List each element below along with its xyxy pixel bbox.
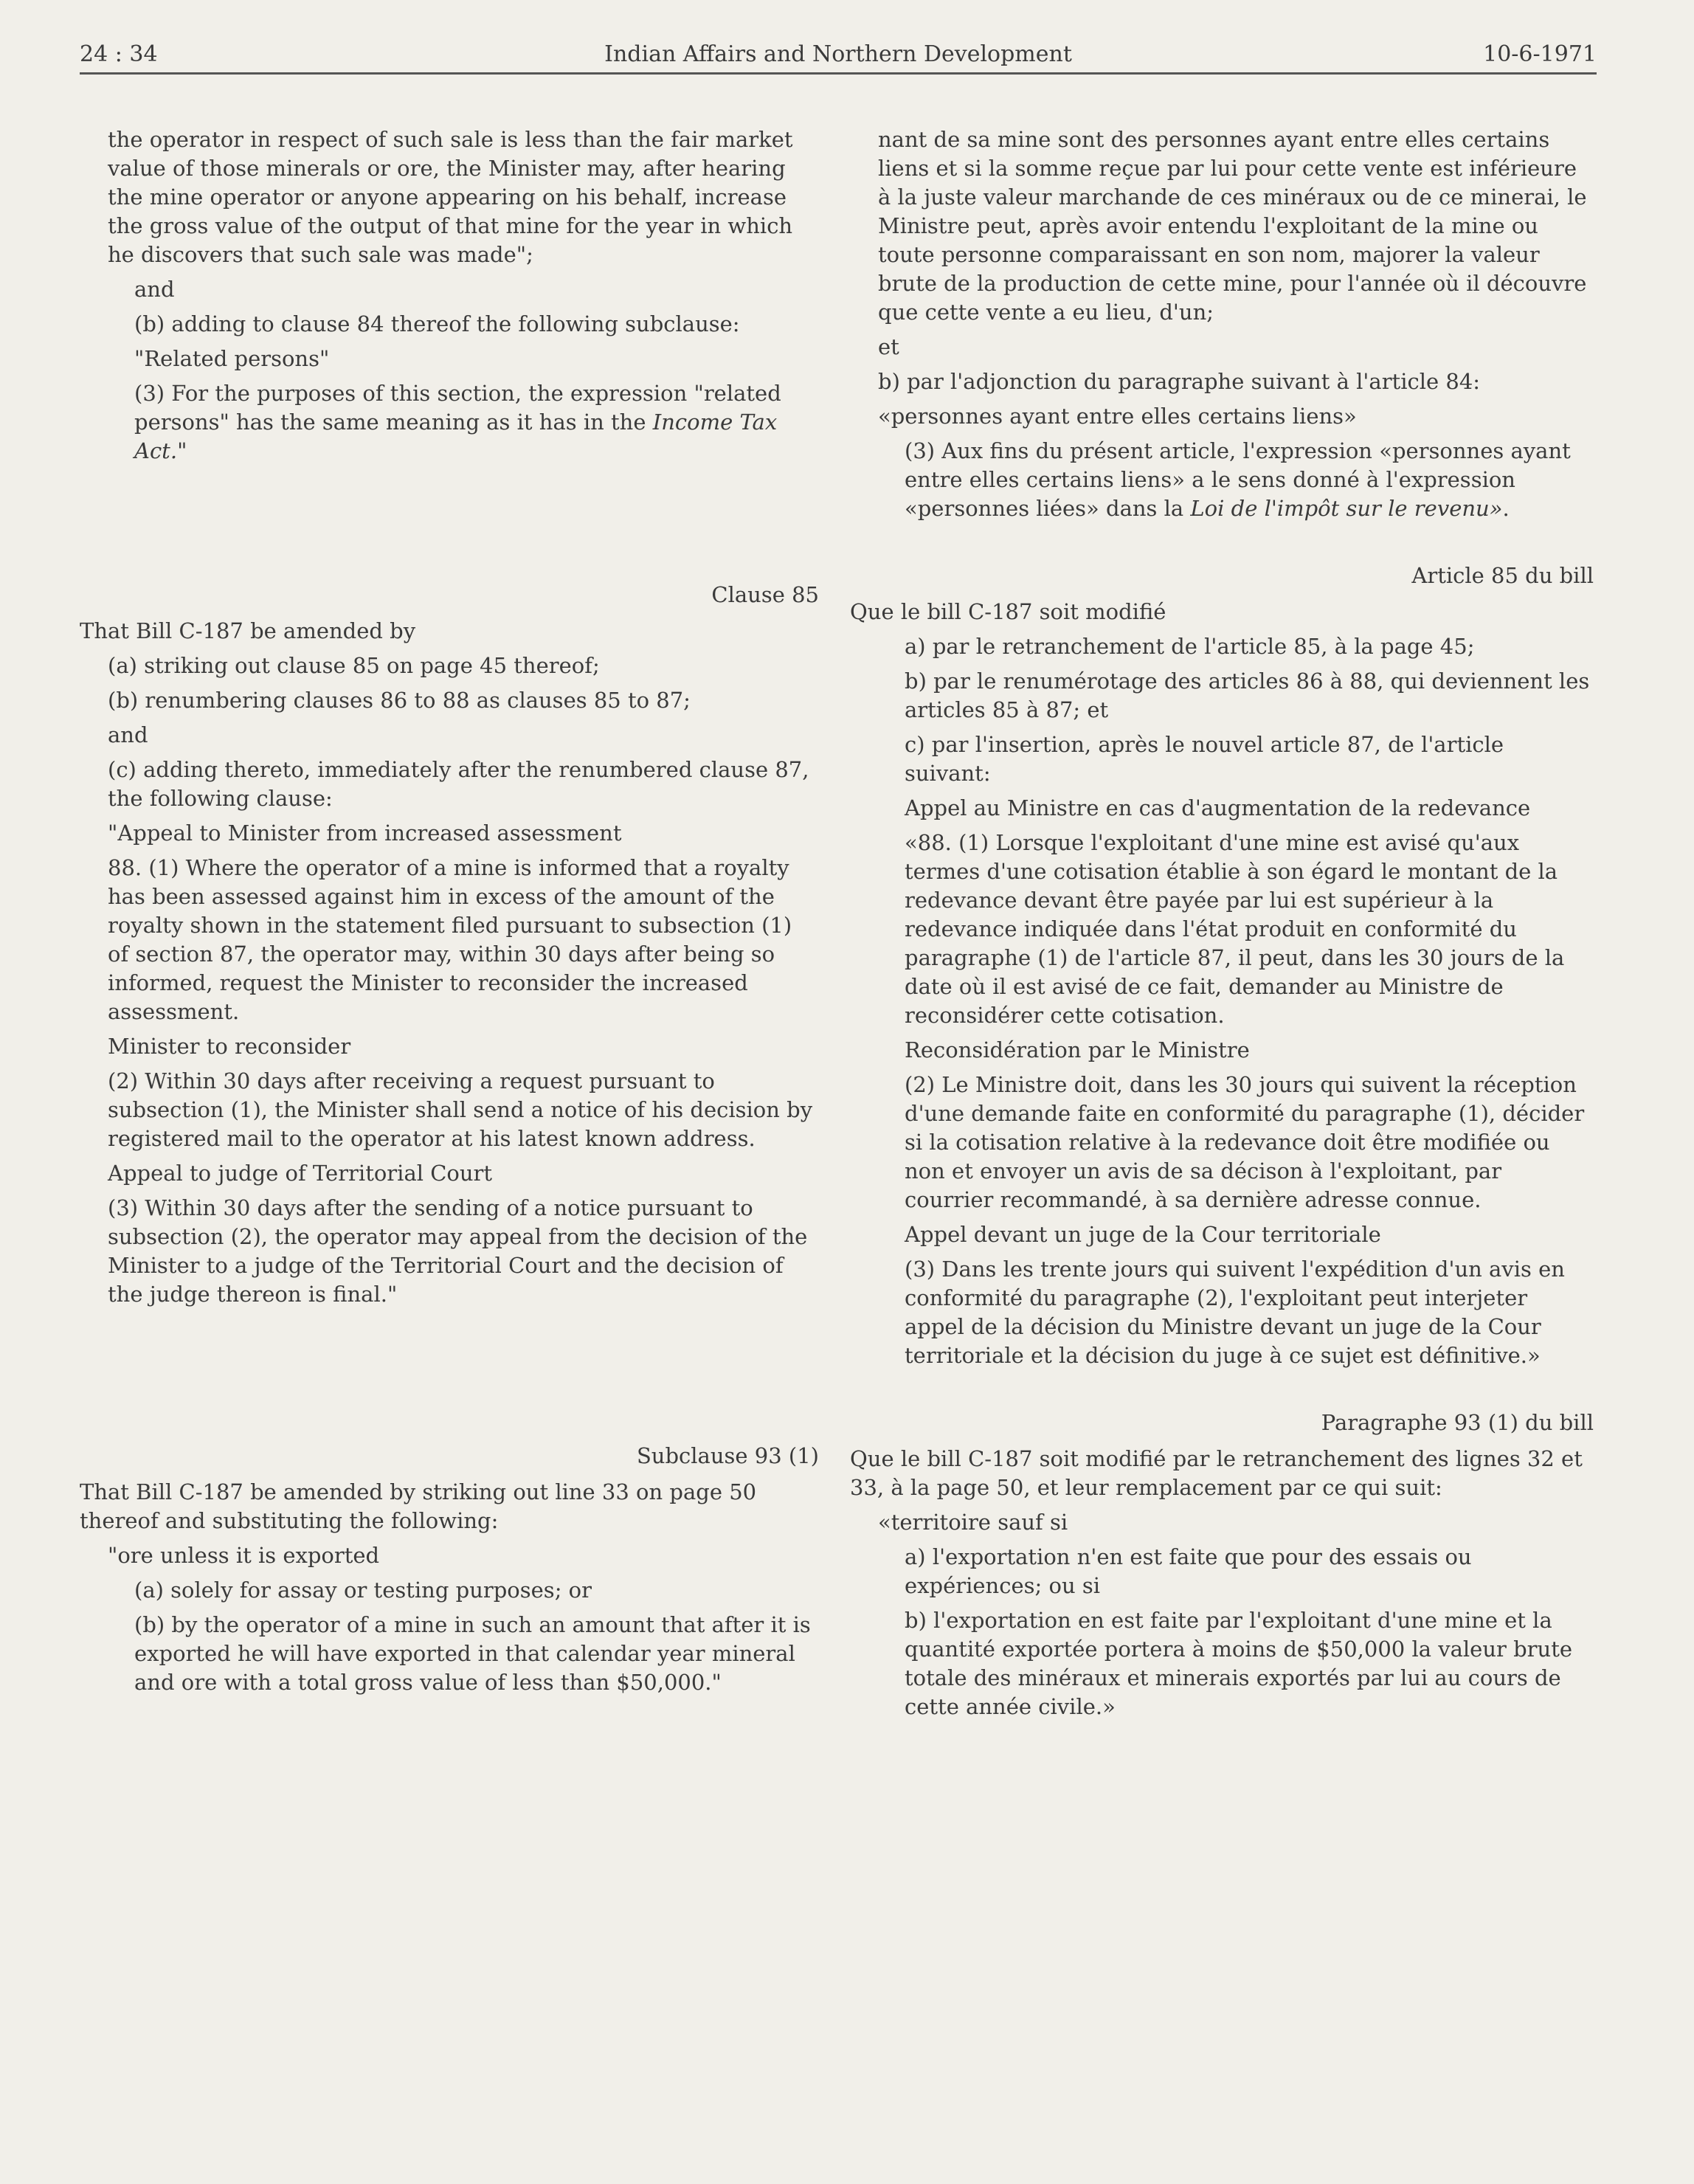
paragraph: 88. (1) Where the operator of a mine is informed that a royalty has been assessed against him in excess of the amount of the royalty shown in the statement filed pursuant to subsection (1) of section 87, the operator may, within 30 days after being so informed, request the Minister to reconsider the increased assessment. <box>108 855 792 1024</box>
section-heading: «personnes ayant entre elles certains liens» <box>878 404 1357 429</box>
paragraph: (3) Dans les trente jours qui suivent l'expédition d'un avis en conformité du paragraphe (2), l'exploitant peut interjeter appel de la décision du Ministre devant un juge de la Cour territoriale et la décision du juge à ce sujet est définitive.» <box>905 1257 1565 1368</box>
paragraph: (3) For the purposes of this section, the expression "related persons" has the same meaning as it has in the Income Tax Act." <box>134 381 781 463</box>
paragraph: b) l'exportation en est faite par l'exploitant d'une mine et la quantité exportée portera à moins de $50,000 la valeur brute totale des minéraux et minerais exportés par lui au cours de cette année civile.» <box>905 1608 1573 1719</box>
paragraph: «territoire sauf si <box>878 1510 1068 1535</box>
page-number: 24 : 34 <box>80 41 158 67</box>
paragraph: b) par le renumérotage des articles 86 à 88, qui deviennent les articles 85 à 87; et <box>905 668 1590 722</box>
paragraph: (a) solely for assay or testing purposes; or <box>134 1577 592 1603</box>
paragraph: et <box>878 334 899 359</box>
running-title: Indian Affairs and Northern Development <box>604 41 1072 67</box>
section-heading: "Related persons" <box>134 346 330 371</box>
paragraph: nant de sa mine sont des personnes ayant entre elles certains liens et si la somme reçue par lui pour cette vente est inférieure à la juste valeur marchande de ces minéraux ou de ce minerai, le Ministre peut, après avoir entendu l'exploitant de la mine ou toute personne comparaissant en son nom, majorer la valeur brute de la production de cette mine, pour l'année où il découvre que cette vente a eu lieu, d'un; <box>878 127 1587 325</box>
spacer <box>108 1315 819 1403</box>
paragraph: (2) Within 30 days after receiving a request pursuant to subsection (1), the Minister shall send a notice of his decision by registered mail to the operator at his latest known address. <box>108 1068 813 1151</box>
paragraph: (3) Within 30 days after the sending of a notice pursuant to subsection (2), the operator may appeal from the decision of the Minister to a judge of the Territorial Court and the decision of the judge thereon is final." <box>108 1195 808 1307</box>
clause-heading: Subclause 93 (1) <box>636 1443 819 1468</box>
page-header <box>80 41 1597 77</box>
act-title: Loi de l'impôt sur le revenu» <box>1190 496 1503 521</box>
paragraph: Que le bill C-187 soit modifié <box>850 599 1166 624</box>
act-title: Income Tax Act. <box>134 410 778 463</box>
paragraph: That Bill C-187 be amended by <box>80 618 416 643</box>
paragraph: b) par l'adjonction du paragraphe suivant à l'article 84: <box>878 369 1481 394</box>
paragraph: a) par le retranchement de l'article 85, à la page 45; <box>905 634 1475 659</box>
paragraph: (a) striking out clause 85 on page 45 thereof; <box>108 653 600 678</box>
section-heading: Appel devant un juge de la Cour territoriale <box>905 1222 1381 1247</box>
header-date: 10-6-1971 <box>1483 41 1597 67</box>
english-column <box>80 125 819 1703</box>
clause-heading: Paragraphe 93 (1) du bill <box>1321 1410 1594 1435</box>
paragraph: (2) Le Ministre doit, dans les 30 jours qui suivent la réception d'une demande faite en conformité du paragraphe (1), décider si la cotisation relative à la redevance doit être modifiée ou non et envoyer un avis de sa décison à l'exploitant, par courrier recommandé, à sa dernière adresse connue. <box>905 1072 1585 1212</box>
paragraph: (3) Aux fins du présent article, l'expression «personnes ayant entre elles certains liens» a le sens donné à l'expression «personnes liées» dans la Loi de l'impôt sur le revenu». <box>905 438 1571 521</box>
paragraph: "ore unless it is exported <box>108 1543 380 1568</box>
section-heading: Reconsidération par le Ministre <box>905 1037 1250 1062</box>
paragraph: (b) renumbering clauses 86 to 88 as clauses 85 to 87; <box>108 688 691 713</box>
paragraph: and <box>108 722 148 747</box>
section-heading: "Appeal to Minister from increased assessment <box>108 820 622 846</box>
section-heading: Appeal to judge of Territorial Court <box>108 1161 493 1186</box>
clause-heading: Clause 85 <box>711 582 819 607</box>
section-heading: Appel au Ministre en cas d'augmentation de la redevance <box>905 795 1531 820</box>
paragraph: Que le bill C-187 soit modifié par le retranchement des lignes 32 et 33, à la page 50, et leur remplacement par ce qui suit: <box>850 1446 1583 1500</box>
paragraph: (c) adding thereto, immediately after the renumbered clause 87, the following clause: <box>108 757 809 811</box>
section-heading: Minister to reconsider <box>108 1034 351 1059</box>
paragraph: a) l'exportation n'en est faite que pour des essais ou expériences; ou si <box>905 1544 1472 1598</box>
paragraph: That Bill C-187 be amended by striking out line 33 on page 50 thereof and substituting the following: <box>80 1479 757 1533</box>
header-rule <box>80 72 1597 75</box>
paragraph: (b) by the operator of a mine in such an amount that after it is exported he will have exported in that calendar year mineral and ore with a total gross value of less than $50,000." <box>134 1612 811 1695</box>
paragraph: c) par l'insertion, après le nouvel article 87, de l'article suivant: <box>905 732 1504 786</box>
paragraph: (b) adding to clause 84 thereof the following subclause: <box>134 311 740 336</box>
paragraph: «88. (1) Lorsque l'exploitant d'une mine est avisé qu'aux termes d'une cotisation établie à son égard le montant de la redevance devant être payée par lui est supérieur à la redevance indiquée dans l'état produit en conformité du paragraphe (1) de l'article 87, il peut, dans les 30 jours de la date où il est avisé de ce fait, demander au Ministre de reconsidérer cette cotisation. <box>905 830 1565 1028</box>
spacer <box>108 471 819 542</box>
paragraph: the operator in respect of such sale is less than the fair market value of those minerals or ore, the Minister may, after hearing the mine operator or anyone appearing on his behalf, increase the gross value of the output of that mine for the year in which he discovers that such sale was made"; <box>108 127 793 267</box>
clause-heading: Article 85 du bill <box>1411 563 1594 588</box>
french-column <box>850 125 1594 1727</box>
paragraph: and <box>134 277 175 302</box>
